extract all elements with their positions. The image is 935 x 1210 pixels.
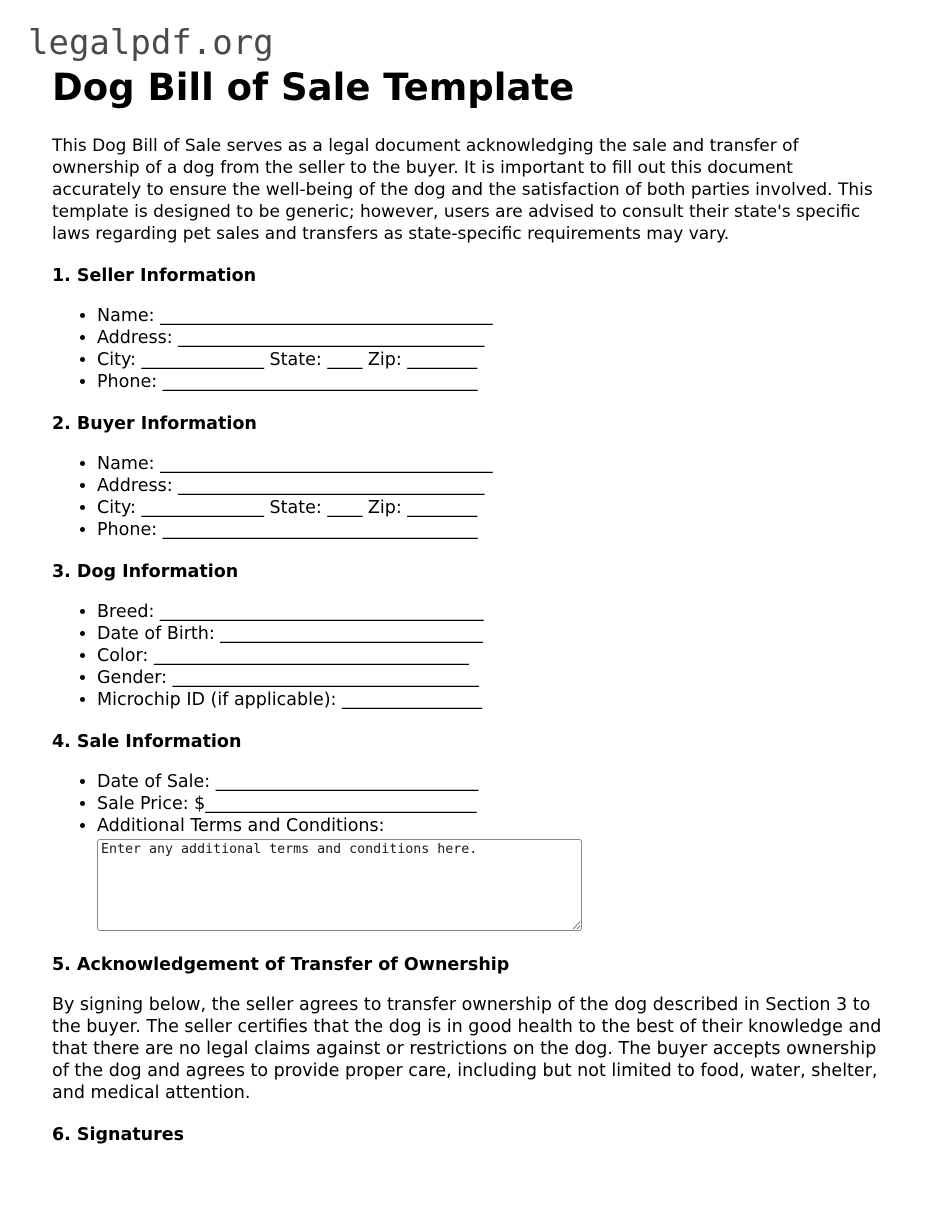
page-title: Dog Bill of Sale Template bbox=[52, 66, 575, 109]
buyer-section-heading: 2. Buyer Information bbox=[52, 414, 257, 434]
additional-terms-label: Additional Terms and Conditions: bbox=[97, 816, 385, 836]
signatures-section-heading: 6. Signatures bbox=[52, 1125, 185, 1145]
dog-breed-field: • Breed: _____________________________________ bbox=[97, 601, 887, 623]
dog-birth-date-field: • Date of Birth: ______________________________ bbox=[97, 623, 887, 645]
document-page bbox=[52, 66, 887, 1146]
acknowledgement-paragraph: By signing below, the seller agrees to transfer ownership of the dog described in Section 3 to the buyer. The seller certifies that the dog is in good health to the best of their knowledge and that there are no legal claims against or restrictions on the dog. The buyer accepts ownership of the dog and agrees to provide proper care, including but not limited to food, water, shelter, and medical attention. bbox=[52, 995, 882, 1103]
sale-price-field: • Sale Price: $_______________________________ bbox=[97, 793, 887, 815]
acknowledgement-section-heading: 5. Acknowledgement of Transfer of Ownership bbox=[52, 955, 510, 975]
buyer-phone-field: • Phone: ____________________________________ bbox=[97, 519, 887, 541]
seller-name-field: • Name: ______________________________________ bbox=[97, 305, 887, 327]
sale-date-field: • Date of Sale: ______________________________ bbox=[97, 771, 887, 793]
intro-paragraph: This Dog Bill of Sale serves as a legal document acknowledging the sale and transfer of ownership of a dog from the seller to the buyer. It is important to fill out this document accurately to ensure the well-being of the dog and the satisfaction of both parties involved. This template is designed to be generic; however, users are advised to consult their state's specific laws regarding pet sales and transfers as state-specific requirements may vary. bbox=[52, 136, 873, 244]
dog-color-field: • Color: ____________________________________ bbox=[97, 645, 887, 667]
dog-section-heading: 3. Dog Information bbox=[52, 562, 239, 582]
seller-address-field: • Address: ___________________________________ bbox=[97, 327, 887, 349]
additional-terms-textarea[interactable] bbox=[97, 839, 582, 931]
dog-microchip-field: • Microchip ID (if applicable): ________________ bbox=[97, 689, 887, 711]
dog-field-list bbox=[52, 601, 887, 711]
buyer-field-list bbox=[52, 453, 887, 541]
buyer-address-field: • Address: ___________________________________ bbox=[97, 475, 887, 497]
sale-field-list bbox=[52, 771, 887, 931]
dog-gender-field: • Gender: ___________________________________ bbox=[97, 667, 887, 689]
watermark-logo: legalpdf.org bbox=[28, 23, 274, 63]
sale-section-heading: 4. Sale Information bbox=[52, 732, 242, 752]
seller-section-heading: 1. Seller Information bbox=[52, 266, 257, 286]
additional-terms-item bbox=[97, 815, 887, 931]
seller-phone-field: • Phone: ____________________________________ bbox=[97, 371, 887, 393]
buyer-name-field: • Name: ______________________________________ bbox=[97, 453, 887, 475]
buyer-city-state-zip-field: • City: ______________ State: ____ Zip: ________ bbox=[97, 497, 887, 519]
seller-field-list bbox=[52, 305, 887, 393]
seller-city-state-zip-field: • City: ______________ State: ____ Zip: ________ bbox=[97, 349, 887, 371]
